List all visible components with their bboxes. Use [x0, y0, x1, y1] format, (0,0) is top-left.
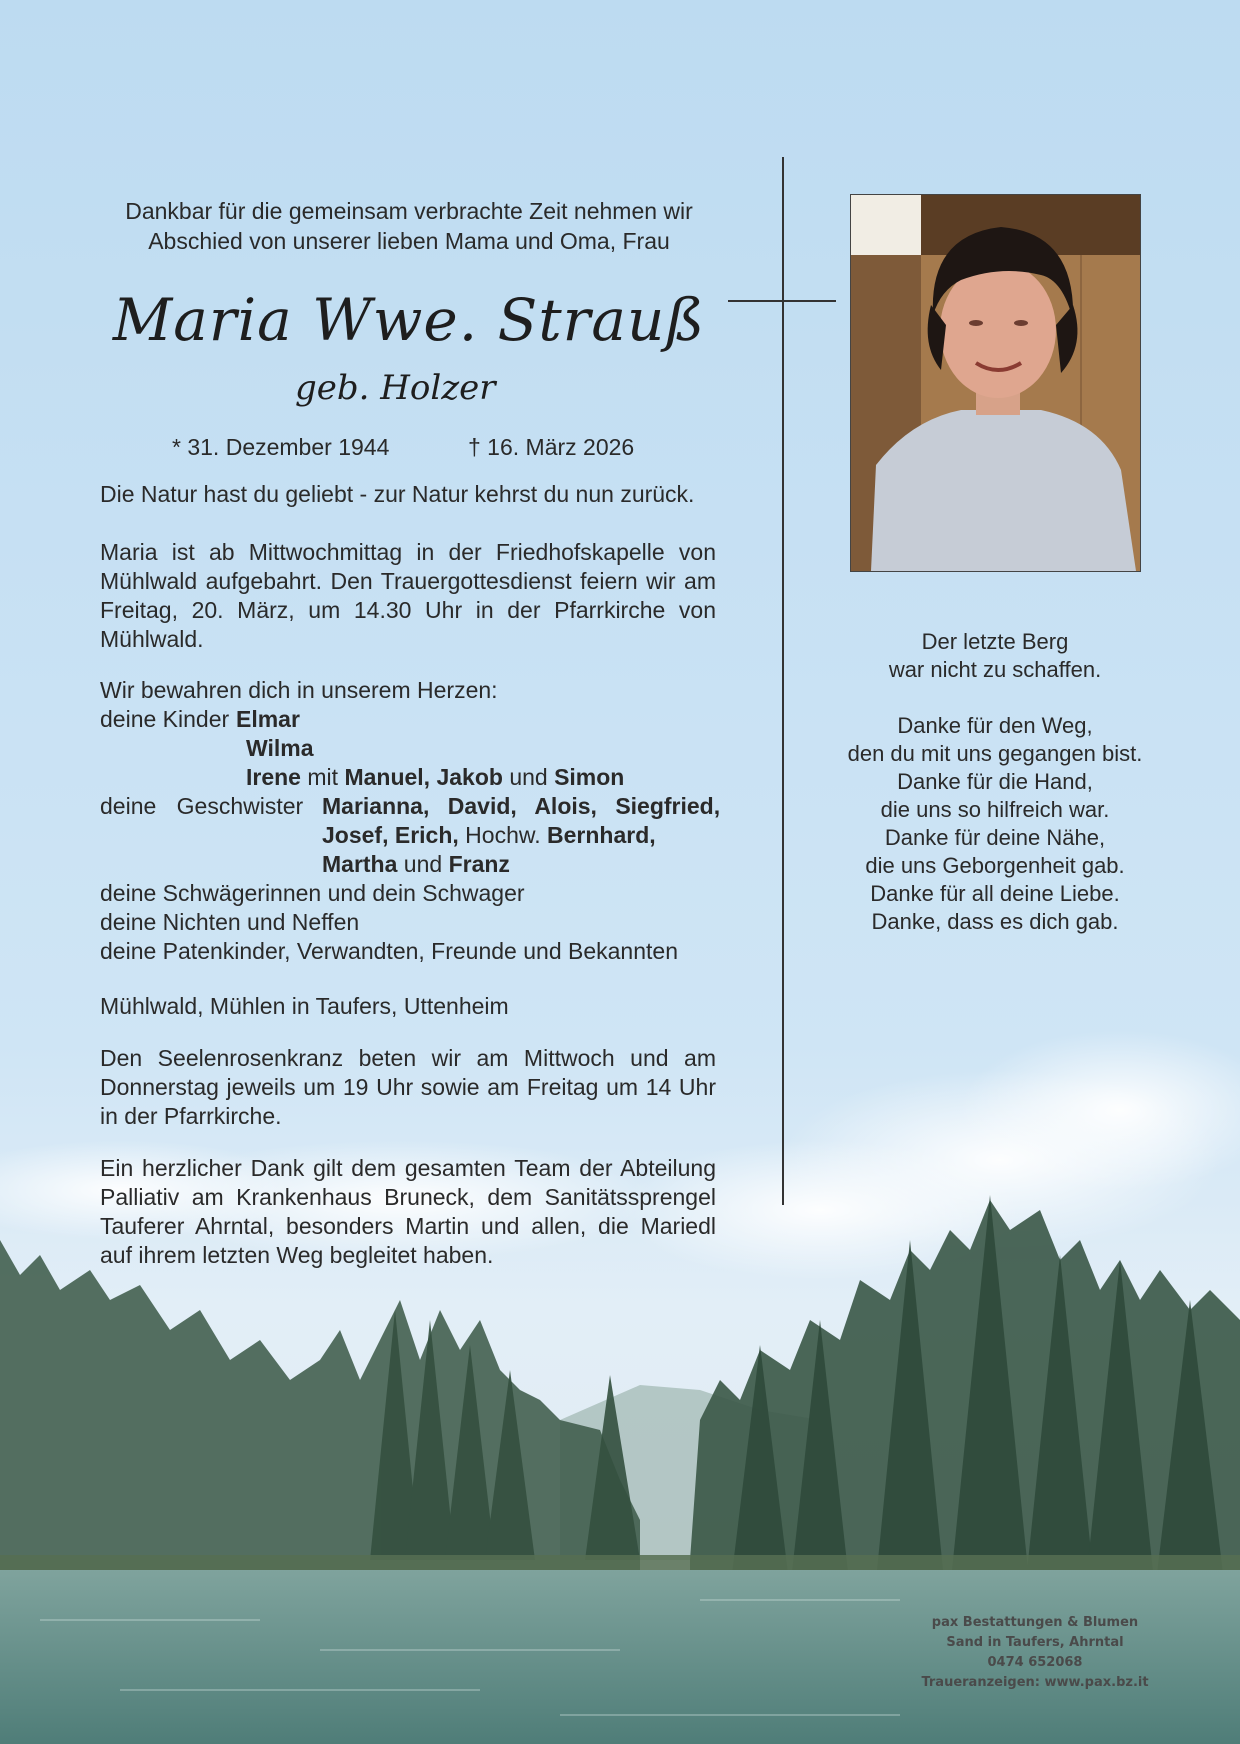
siblings-row: [100, 821, 716, 850]
funeral-home-imprint: [920, 1613, 1150, 1693]
cross-icon-bar: [728, 300, 836, 302]
poem-line: [830, 684, 1160, 712]
birth-date: * 31. Dezember 1944: [172, 434, 390, 460]
children-row: [100, 763, 716, 792]
poem-line: Danke, dass es dich gab.: [871, 909, 1119, 934]
inlaws-row: deine Schwägerinnen und dein Schwager: [100, 880, 525, 906]
siblings-names: Marianna, David, Alois, Siegfried,: [322, 793, 721, 819]
and-word: und: [509, 764, 548, 790]
poem-line: die uns Geborgenheit gab.: [865, 853, 1125, 878]
mourners-list: [100, 676, 721, 966]
viewing-text: Maria ist ab Mittwochmittag in der Friedhofskapelle von Mühlwald aufgebahrt. Den Trauergottesdienst feiern wir am Freitag, 20. März, um 14.30 Uhr in der Pfarrkirche von Mühlwald.: [100, 539, 716, 652]
with-word: mit: [307, 764, 339, 790]
siblings-names: Franz: [448, 851, 510, 877]
death-date: † 16. März 2026: [468, 434, 635, 460]
poem-line: den du mit uns gegangen bist.: [847, 741, 1143, 766]
siblings-names: Josef, Erich,: [322, 822, 459, 848]
siblings-names: Martha: [322, 851, 398, 877]
poem-line: Danke für die Hand,: [897, 769, 1093, 794]
portrait-photo: [850, 194, 1141, 572]
clergy-title: Hochw.: [465, 822, 541, 848]
child-name: Elmar: [236, 706, 300, 732]
poem-line: Danke für all deine Liebe.: [870, 881, 1120, 906]
child-name: Irene: [246, 764, 301, 790]
poem-line: Danke für deine Nähe,: [884, 825, 1106, 850]
child-name: Wilma: [246, 735, 314, 761]
viewing-announcement: [100, 538, 716, 654]
children-label: deine Kinder: [100, 706, 230, 732]
siblings-label: deine Geschwister: [100, 793, 304, 819]
imprint-address: Sand in Taufers, Ahrntal: [946, 1635, 1124, 1650]
siblings-names: Bernhard,: [547, 822, 656, 848]
children-row: [100, 705, 716, 734]
grandchild-name: Simon: [554, 764, 625, 790]
places-text: Mühlwald, Mühlen in Taufers, Uttenheim: [100, 993, 509, 1019]
mourners-intro: Wir bewahren dich in unserem Herzen:: [100, 677, 498, 703]
imprint-web: Traueranzeigen: www.pax.bz.it: [921, 1675, 1149, 1690]
places: [100, 992, 716, 1021]
grandchildren-names: Manuel, Jakob: [344, 764, 503, 790]
intro-line-2: Abschied von unserer lieben Mama und Oma, Frau: [148, 228, 670, 254]
poem-line: Der letzte Berg: [921, 629, 1069, 654]
maiden-name: geb. Holzer: [295, 368, 496, 408]
deceased-name: Maria Wwe. Strauß: [112, 286, 706, 354]
motto: [100, 480, 716, 509]
others-row: deine Patenkinder, Verwandten, Freunde und Bekannten: [100, 938, 678, 964]
motto-text: Die Natur hast du geliebt - zur Natur kehrst du nun zurück.: [100, 481, 695, 507]
intro-text: [90, 196, 728, 256]
thanks-text: Ein herzlicher Dank gilt dem gesamten Team der Abteilung Palliativ am Krankenhaus Bruneck, dem Sanitätssprengel Tauferer Ahrntal, besonders Martin und allen, die Mariedl auf ihrem letzten Weg begleitet haben.: [100, 1155, 716, 1268]
poem-line: Danke für den Weg,: [897, 713, 1093, 738]
thanks-note: [100, 1154, 716, 1270]
nieces-row: deine Nichten und Neffen: [100, 909, 360, 935]
intro-line-1: Dankbar für die gemeinsam verbrachte Zeit nehmen wir: [125, 198, 693, 224]
rosary-announcement: [100, 1044, 716, 1131]
siblings-row: [100, 792, 721, 821]
siblings-row: [100, 850, 716, 879]
poem-line: war nicht zu schaffen.: [888, 657, 1102, 682]
and-word: und: [403, 851, 443, 877]
imprint-phone: 0474 652068: [987, 1655, 1083, 1670]
poem: [830, 628, 1160, 936]
rosary-text: Den Seelenrosenkranz beten wir am Mittwoch und am Donnerstag jeweils um 19 Uhr sowie am Freitag um 14 Uhr in der Pfarrkirche.: [100, 1045, 716, 1129]
children-row: [100, 734, 716, 763]
imprint-company: pax Bestattungen & Blumen: [931, 1615, 1139, 1630]
poem-line: die uns so hilfreich war.: [880, 797, 1110, 822]
cross-icon: [782, 157, 784, 1205]
